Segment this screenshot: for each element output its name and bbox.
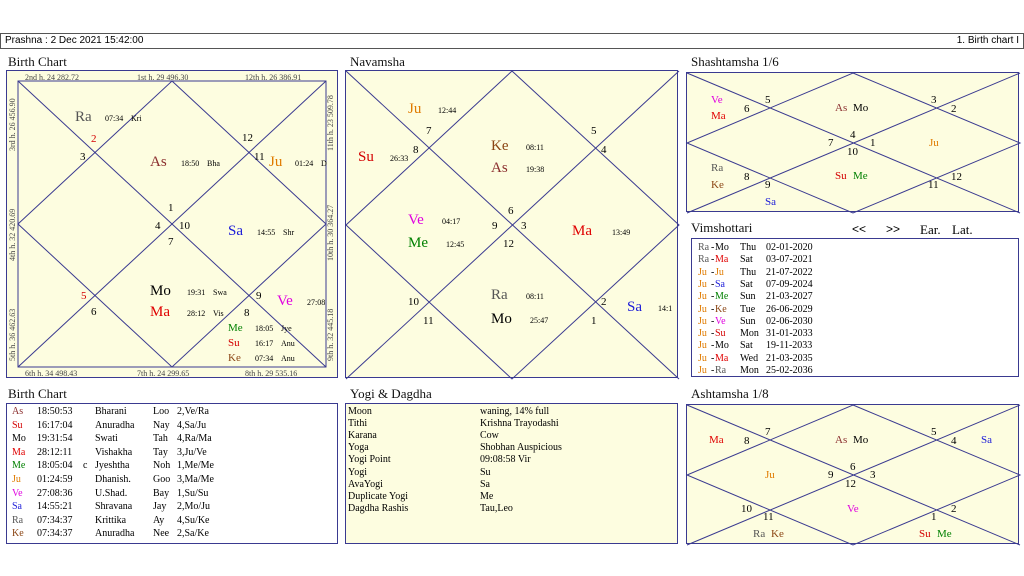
nakshatra-syllable: Ay: [153, 514, 165, 526]
svg-text:Shr: Shr: [283, 228, 295, 237]
planet-mars[interactable]: [572, 223, 630, 239]
house-number: 6: [91, 306, 97, 318]
dasha-date: 02-06-2030: [766, 315, 813, 327]
planet-mars[interactable]: [150, 304, 224, 320]
dasha-date: 03-07-2021: [766, 254, 813, 266]
planet-saturn[interactable]: Sa: [981, 434, 992, 446]
nakshatra-syllable: Tah: [153, 433, 168, 445]
dasha-lord: Ju: [698, 303, 707, 315]
svg-text:Ju: Ju: [408, 101, 422, 117]
svg-text:28:12: 28:12: [187, 309, 206, 318]
prashna-datetime: Prashna : 2 Dec 2021 15:42:00: [5, 35, 144, 46]
house-number: 5: [765, 94, 771, 106]
cusp-label: 2nd h. 24 282.72: [25, 73, 79, 82]
planet-mars[interactable]: Ma: [711, 110, 726, 122]
yogi-value: Tau,Leo: [480, 502, 513, 514]
house-number: 7: [168, 236, 174, 248]
yogi-dagdha-title: Yogi & Dagdha: [350, 386, 432, 401]
planet-saturn[interactable]: [228, 223, 294, 239]
dasha-lord: Ju: [698, 315, 707, 327]
house-number: 12: [242, 132, 253, 144]
planet-sun[interactable]: Su: [835, 170, 847, 182]
planet-abbr: As: [12, 406, 24, 417]
yogi-value: 09:08:58 Vir: [480, 454, 531, 466]
nakshatra-syllable: Nay: [153, 419, 170, 431]
planet-abbr: Sa: [12, 501, 22, 513]
house-number: 3: [521, 220, 527, 232]
dasha-day: Mon: [740, 328, 759, 340]
house-number: 2: [951, 103, 957, 115]
vimshottari-panel[interactable]: [691, 238, 1019, 377]
prev-period-button[interactable]: <<: [852, 222, 867, 236]
pada-lords: 2,Sa/Ke: [177, 528, 209, 540]
svg-text:01:24: 01:24: [295, 159, 314, 168]
house-number: 1: [591, 315, 597, 327]
pada-lords: 3,Ju/Ve: [177, 446, 207, 458]
house-number: 10: [847, 146, 858, 158]
dasha-day: Wed: [740, 352, 759, 364]
bhukti-lord: Mo: [715, 242, 729, 253]
planet-ketu[interactable]: Ke: [771, 528, 784, 540]
ashtamsha-panel[interactable]: [686, 404, 1019, 544]
svg-text:16:17: 16:17: [255, 339, 274, 348]
yogi-key: Tithi: [348, 418, 368, 430]
svg-text:Su: Su: [358, 149, 374, 165]
planet-ascendant[interactable]: As: [835, 434, 848, 446]
house-number: 10: [179, 220, 190, 232]
svg-text:27:08: 27:08: [307, 298, 326, 307]
bhukti-lord: Sa: [715, 278, 725, 290]
yogi-value: Shobhan Auspicious: [480, 442, 562, 454]
chart-selector[interactable]: 1. Birth chart I: [956, 35, 1019, 46]
nakshatra-syllable: Jay: [153, 501, 167, 513]
yogi-key: Dagdha Rashis: [348, 502, 409, 514]
yogi-key: Duplicate Yogi: [348, 490, 408, 502]
dasha-day: Sat: [740, 340, 753, 352]
house-number: 3: [870, 469, 876, 481]
svg-text:Ve: Ve: [277, 293, 293, 309]
dasha-lord: Ju: [698, 291, 707, 303]
dasha-date: 25-02-2036: [766, 365, 813, 376]
planet-degree: 07:34:37: [37, 528, 73, 540]
house-number: 11: [423, 315, 434, 327]
planet-mercury[interactable]: [408, 235, 464, 251]
house-number: 2: [951, 503, 957, 515]
status-bar: [0, 33, 1024, 49]
dasha-lord: Ju: [698, 340, 707, 352]
pada-lords: 1,Me/Me: [177, 460, 214, 472]
pada-lords: 2,Ve/Ra: [177, 406, 209, 417]
svg-text:18:50: 18:50: [181, 159, 200, 168]
svg-text:13:49: 13:49: [612, 228, 631, 237]
yogi-value: waning, 14% full: [480, 406, 550, 417]
dasha-day: Thu: [740, 266, 757, 278]
planet-abbr: Ve: [12, 487, 23, 499]
cusp-label: 4th h. 32 420.69: [8, 208, 17, 261]
nakshatra: Vishakha: [95, 446, 133, 458]
bhukti-lord: Mo: [715, 340, 729, 352]
planet-rahu[interactable]: Ra: [753, 528, 766, 540]
svg-text:Ve: Ve: [408, 212, 424, 228]
nakshatra: Bharani: [95, 406, 127, 417]
dasha-lord: Ju: [698, 352, 707, 364]
house-number: 2: [91, 133, 97, 145]
bhukti-lord: Me: [715, 291, 729, 303]
dasha-lord: Ra: [698, 254, 710, 266]
birth-chart-panel[interactable]: [6, 70, 338, 378]
planet-degree: 14:55:21: [37, 501, 73, 513]
nakshatra-syllable: Loo: [153, 406, 170, 417]
planet-ketu[interactable]: Ke: [711, 179, 724, 191]
svg-text:Ma: Ma: [150, 304, 170, 320]
birth-chart-title: Birth Chart: [8, 54, 67, 69]
dasha-date: 21-03-2027: [766, 291, 813, 303]
dasha-lord: Ju: [698, 365, 707, 376]
planet-degree: 18:50:53: [37, 406, 73, 417]
later-button[interactable]: Lat.: [952, 222, 973, 237]
yogi-key: Karana: [348, 430, 377, 442]
planet-abbr: Ma: [12, 446, 26, 458]
house-number: 9: [828, 469, 834, 481]
pada-lords: 4,Sa/Ju: [177, 419, 207, 431]
house-number: 2: [601, 296, 607, 308]
separator: -: [711, 254, 715, 266]
nakshatra: Anuradha: [95, 419, 135, 431]
earlier-button[interactable]: Ear.: [920, 222, 941, 237]
nakshatra: Swati: [95, 433, 118, 445]
house-number: 5: [591, 125, 597, 137]
yogi-key: Yoga: [348, 442, 369, 454]
dasha-date: 19-11-2033: [766, 340, 813, 352]
svg-text:Mo: Mo: [150, 283, 171, 299]
house-number: 7: [426, 125, 432, 137]
next-period-button[interactable]: >>: [886, 222, 901, 236]
house-number: 1: [168, 202, 174, 214]
svg-text:Me: Me: [228, 322, 243, 334]
planet-degree: 27:08:36: [37, 487, 73, 499]
svg-text:07:34: 07:34: [255, 354, 274, 363]
planet-saturn[interactable]: [627, 299, 672, 315]
svg-text:Su: Su: [228, 337, 240, 349]
house-number: 12: [845, 478, 856, 490]
svg-text:25:47: 25:47: [530, 316, 549, 325]
planet-jupiter[interactable]: [408, 101, 456, 117]
planet-abbr: Ke: [12, 528, 24, 540]
birth-table-panel[interactable]: [6, 403, 338, 544]
svg-text:Vis: Vis: [213, 309, 224, 318]
bhukti-lord: Ma: [715, 352, 729, 364]
planet-jupiter[interactable]: Ju: [765, 469, 775, 481]
house-number: 6: [508, 205, 514, 217]
pada-lords: 1,Su/Su: [177, 487, 209, 499]
house-number: 11: [763, 511, 774, 523]
svg-text:Anu: Anu: [281, 354, 295, 363]
svg-text:Mo: Mo: [491, 311, 512, 327]
separator: -: [711, 352, 715, 364]
house-number: 1: [870, 137, 876, 149]
house-number: 4: [601, 144, 607, 156]
planet-abbr: Mo: [12, 433, 26, 445]
yogi-value: Su: [480, 466, 491, 478]
ashtamsha-diagram: [687, 405, 1020, 545]
dasha-lord: Ju: [698, 328, 707, 340]
planet-ascendant[interactable]: [150, 154, 220, 170]
yogi-key: Yogi Point: [348, 454, 391, 466]
planet-abbr: Ra: [12, 514, 24, 526]
planet-jupiter[interactable]: Ju: [929, 137, 939, 149]
ashtamsha-title: Ashtamsha 1/8: [691, 386, 769, 401]
house-number: 1: [931, 511, 937, 523]
dasha-date: 31-01-2033: [766, 328, 813, 340]
dasha-date: 07-09-2024: [766, 278, 813, 290]
shashtamsha-panel[interactable]: [686, 72, 1019, 212]
yogi-key: Yogi: [348, 466, 367, 478]
house-number: 8: [413, 144, 419, 156]
house-number: 11: [254, 151, 265, 163]
yogi-value: Cow: [480, 430, 499, 442]
planet-rahu[interactable]: [491, 287, 544, 303]
nakshatra: Dhanish.: [95, 474, 131, 485]
svg-text:14:1: 14:1: [658, 304, 673, 313]
nakshatra-syllable: Tay: [153, 446, 168, 458]
house-number: 8: [744, 435, 750, 447]
house-number: 5: [81, 290, 87, 302]
svg-text:Me: Me: [408, 235, 428, 251]
pada-lords: 4,Ra/Ma: [177, 433, 212, 445]
house-number: 8: [744, 171, 750, 183]
nakshatra-syllable: Nee: [153, 528, 170, 540]
dasha-lord: Ju: [698, 266, 707, 278]
bhukti-lord: Ma: [715, 254, 729, 266]
planet-degree: 07:34:37: [37, 514, 73, 526]
separator: -: [711, 266, 715, 278]
house-number: 11: [928, 179, 939, 191]
planet-abbr: Ju: [12, 474, 21, 485]
svg-text:Ke: Ke: [491, 138, 509, 154]
yogi-key: Moon: [348, 406, 372, 417]
pada-lords: 4,Su/Ke: [177, 514, 210, 526]
pada-lords: 2,Mo/Ju: [177, 501, 211, 513]
dasha-day: Sat: [740, 254, 753, 266]
planet-degree: 18:05:04: [37, 460, 73, 472]
planet-mercury[interactable]: [228, 322, 292, 334]
nakshatra-syllable: Goo: [153, 474, 171, 485]
dasha-day: Sat: [740, 278, 753, 290]
svg-text:Ju: Ju: [269, 154, 283, 170]
cusp-label: 6th h. 34 498.43: [25, 369, 78, 378]
svg-text:Anu: Anu: [281, 339, 295, 348]
planet-degree: 19:31:54: [37, 433, 73, 445]
planet-ascendant[interactable]: As: [835, 102, 848, 114]
separator: -: [711, 242, 715, 253]
birth-chart-diagram: [7, 71, 339, 379]
nakshatra-syllable: Bay: [153, 487, 170, 499]
dasha-date: 02-01-2020: [766, 242, 813, 253]
house-number: 5: [931, 426, 937, 438]
planet-moon[interactable]: [150, 283, 227, 299]
nakshatra: Shravana: [95, 501, 133, 513]
dasha-date: 21-07-2022: [766, 266, 813, 278]
planet-rahu[interactable]: [75, 109, 142, 125]
svg-text:14:55: 14:55: [257, 228, 276, 237]
planet-moon[interactable]: [491, 311, 548, 327]
svg-text:Sa: Sa: [627, 299, 642, 315]
cusp-label: 8th h. 29 535.16: [245, 369, 298, 378]
planet-venus[interactable]: [277, 293, 325, 309]
dasha-day: Tue: [740, 303, 756, 315]
dasha-day: Mon: [740, 365, 759, 376]
svg-text:Bha: Bha: [207, 159, 220, 168]
planet-mercury[interactable]: Me: [937, 528, 952, 540]
nakshatra: Krittika: [95, 514, 127, 526]
yogi-dagdha-panel[interactable]: [345, 403, 678, 544]
nakshatra: Jyeshtha: [95, 460, 130, 472]
yogi-value: Me: [480, 490, 494, 502]
nakshatra-syllable: Noh: [153, 460, 171, 472]
cusp-label: 11th h. 23 509.78: [326, 95, 335, 151]
svg-text:12:45: 12:45: [446, 240, 465, 249]
planet-mars[interactable]: Ma: [709, 434, 724, 446]
nakshatra: U.Shad.: [95, 487, 128, 499]
planet-degree: 01:24:59: [37, 474, 73, 485]
planet-abbr: Me: [12, 460, 26, 472]
svg-text:19:38: 19:38: [526, 165, 545, 174]
bhukti-lord: Ve: [715, 315, 726, 327]
dasha-day: Thu: [740, 242, 757, 253]
shashtamsha-title: Shashtamsha 1/6: [691, 54, 779, 69]
svg-text:Kri: Kri: [131, 114, 142, 123]
house-number: 10: [408, 296, 419, 308]
cusp-label: 7th h. 24 299.65: [137, 369, 190, 378]
svg-text:Ke: Ke: [228, 352, 241, 364]
svg-text:19:31: 19:31: [187, 288, 206, 297]
svg-text:08:11: 08:11: [526, 292, 544, 301]
house-number: 7: [765, 426, 771, 438]
dasha-day: Sun: [740, 315, 756, 327]
cusp-label: 10th h. 30 364.27: [326, 204, 335, 261]
svg-text:As: As: [491, 160, 508, 176]
birth-table-title: Birth Chart: [8, 386, 67, 401]
planet-sun[interactable]: [358, 149, 408, 165]
house-number: 12: [951, 171, 962, 183]
house-number: 3: [80, 151, 86, 163]
svg-text:Ma: Ma: [572, 223, 592, 239]
svg-text:Ra: Ra: [491, 287, 508, 303]
dasha-date: 26-06-2029: [766, 303, 813, 315]
separator: -: [711, 340, 715, 352]
bhukti-lord: Ju: [715, 266, 724, 278]
house-number: 9: [492, 220, 498, 232]
svg-text:As: As: [150, 154, 167, 170]
planet-ketu[interactable]: [228, 352, 295, 364]
house-number: 6: [850, 461, 856, 473]
planet-saturn[interactable]: Sa: [765, 196, 776, 208]
svg-text:08:11: 08:11: [526, 143, 544, 152]
navamsha-panel[interactable]: [345, 70, 678, 378]
separator: -: [711, 278, 715, 290]
navamsha-diagram: [346, 71, 679, 379]
dasha-lord: Ra: [698, 242, 710, 253]
house-number: 4: [850, 129, 856, 141]
separator: -: [711, 365, 715, 376]
house-number: 4: [951, 435, 957, 447]
svg-text:12:44: 12:44: [438, 106, 457, 115]
separator: -: [711, 328, 715, 340]
planet-degree: 16:17:04: [37, 419, 73, 431]
cusp-label: 3rd h. 26 456.90: [8, 98, 17, 151]
planet-rahu[interactable]: Ra: [711, 162, 724, 174]
svg-text:Ra: Ra: [75, 109, 92, 125]
planet-venus[interactable]: Ve: [847, 503, 859, 515]
house-number: 3: [931, 94, 937, 106]
cusp-label: 1st h. 29 496.30: [137, 73, 189, 82]
bhukti-lord: Su: [715, 328, 726, 340]
house-number: 8: [244, 307, 250, 319]
svg-text:04:17: 04:17: [442, 217, 461, 226]
planet-sun[interactable]: [228, 337, 295, 349]
planet-abbr: Su: [12, 419, 23, 431]
planet-venus[interactable]: Ve: [711, 94, 723, 106]
nakshatra: Anuradha: [95, 528, 135, 540]
separator: -: [711, 303, 715, 315]
house-number: 7: [828, 137, 834, 149]
planet-jupiter[interactable]: [269, 154, 327, 170]
yogi-key: AvaYogi: [348, 478, 383, 490]
cusp-label: 12th h. 26 386.91: [245, 73, 302, 82]
house-number: 12: [503, 238, 514, 250]
planet-moon[interactable]: Mo: [853, 434, 869, 446]
dasha-day: Sun: [740, 291, 756, 303]
svg-text:Sa: Sa: [228, 223, 243, 239]
house-number: 6: [744, 103, 750, 115]
planet-venus[interactable]: [408, 212, 460, 228]
svg-text:18:05: 18:05: [255, 324, 274, 333]
planet-mercury[interactable]: Me: [853, 170, 868, 182]
house-number: 9: [765, 179, 771, 191]
planet-moon[interactable]: Mo: [853, 102, 869, 114]
shashtamsha-diagram: [687, 73, 1020, 213]
dasha-lord: Ju: [698, 278, 707, 290]
planet-ascendant[interactable]: [491, 160, 544, 176]
cusp-label: 5th h. 36 462.63: [8, 308, 17, 361]
cusp-label: 9th h. 32 445.18: [326, 308, 335, 361]
separator: -: [711, 291, 715, 303]
bhukti-lord: Ke: [715, 303, 727, 315]
planet-degree: 28:12:11: [37, 446, 73, 458]
navamsha-title: Navamsha: [350, 54, 405, 69]
svg-text:07:34: 07:34: [105, 114, 124, 123]
retro-flag: c: [83, 460, 88, 472]
planet-sun[interactable]: Su: [919, 528, 931, 540]
vimshottari-title: Vimshottari: [691, 220, 753, 235]
yogi-value: Sa: [480, 478, 490, 490]
dasha-date: 21-03-2035: [766, 352, 813, 364]
svg-text:Swa: Swa: [213, 288, 227, 297]
planet-ketu[interactable]: [491, 138, 544, 154]
svg-text:Jye: Jye: [281, 324, 292, 333]
separator: -: [711, 315, 715, 327]
house-number: 9: [256, 290, 262, 302]
pada-lords: 3,Ma/Me: [177, 474, 214, 485]
svg-text:26:33: 26:33: [390, 154, 409, 163]
house-number: 4: [155, 220, 161, 232]
bhukti-lord: Ra: [715, 365, 727, 376]
yogi-value: Krishna Trayodashi: [480, 418, 559, 430]
house-number: 10: [741, 503, 752, 515]
svg-text:D: D: [321, 159, 327, 168]
